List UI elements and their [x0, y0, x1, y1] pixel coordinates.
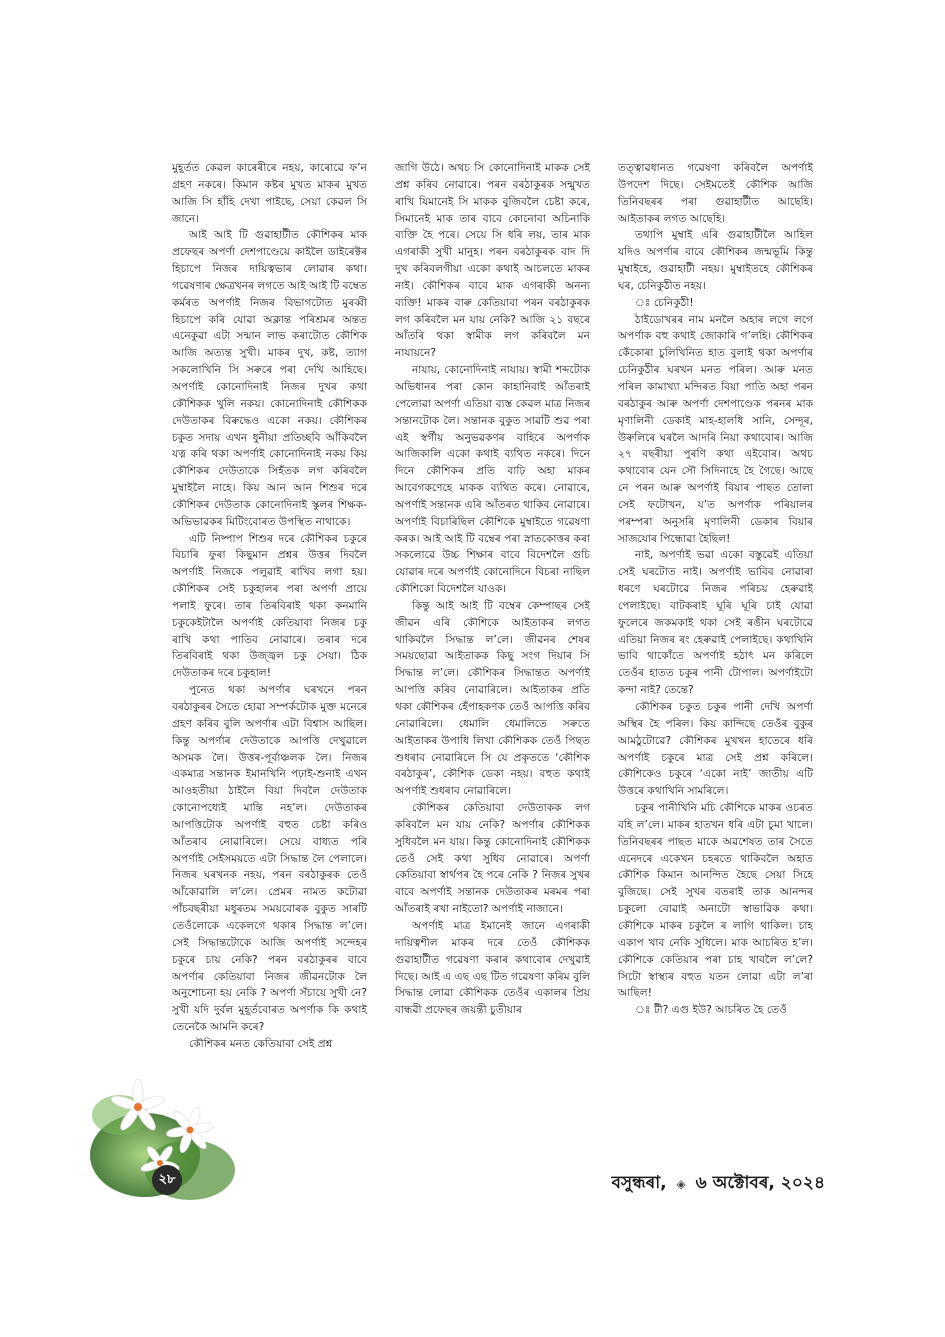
text-column-2: [395, 160, 590, 1170]
paragraph: তথাপি মুম্বাই এৰি গুৱাহাটীলৈ আহিল যদিও অপৰ্ণাৰ বাবে কৌশিকৰ জন্মভূমি কিন্তু মুম্বাইহে, গুৱাহাটী নহয়। মুম্বাইতহে কৌশিকৰ ঘৰ, চেনিকুঠীত নহয়।: [618, 229, 813, 292]
paragraph: ঃ চেনিকুঠী!: [634, 296, 694, 309]
paragraph: কৌশিকৰ মনত কেতিয়াবা সেই প্ৰশ্ন: [188, 1037, 333, 1050]
paragraph: মুহূৰ্তত কেৱল কাৰেৰীৰে নহয়, কাৰোৱে ফ’ন গ্ৰহণ নকৰে। কিমান কষ্টৰ মুখত মাকৰ মুখত আজি সি হাঁহি দেখা পাইছে, সেয়া কেৱল সি জানে।: [172, 162, 367, 225]
paragraph: কৌশিকৰ কেতিয়াবা দেউতাকক লগ কৰিবলৈ মন যায় নেকি? অপৰ্ণাৰ কৌশিকক সুধিবলৈ মন যায়। কিন্তু কোনোদিনাই কৌশিকক তেওঁ সেই কথা সুধিব নোৱাৰে। অপৰ্ণা কেতিয়াবা স্বাৰ্থপৰ হৈ পৰে নেকি ? নিজৰ সুখৰ বাবে অপৰ্ণাই সন্তানক দেউতাকৰ মৰমৰ পৰা আঁতৰাই ৰখা নাইতো? অপৰ্ণাই নাজানে।: [395, 802, 590, 916]
page-number: ২৮: [152, 1165, 182, 1195]
paragraph: কিন্তু আই আই টি বম্বেৰ কেম্পাছৰ সেই জীৱন এৰি কৌশিকে আইতাকৰ লগত থাকিবলৈ সিদ্ধান্ত ল’লে। জীৱনৰ শেষৰ সময়ছোৱা আইতাকক কিছু সংগ দিয়াৰ সি সিদ্ধান্ত ল’লে। কৌশিকৰ সিদ্ধান্তত অপৰ্ণাই আপত্তি কৰিব নোৱাৰিলে। আইতাকৰ প্ৰতি থকা কৌশিকৰ হেঁপাহকণক তেওঁ আপত্তি কৰিব নোৱাৰিলে। ধেমালি ধেমালিতে সৰুতে আইতাকৰ উপাধি লিখা কৌশিকক তেওঁ পিছত শুধৰাব নোৱাৰিলে সি যে প্ৰকৃততে ‘কৌশিক বৰঠাকুৰ’, কৌশিক ডেকা নহয়। বহুত কথাই অপৰ্ণাই শুধৰাব নোৱাৰিলে।: [395, 599, 590, 798]
paragraph: ঠাইডোখৰৰ নাম মনলৈ অহাৰ লগে লগে অপৰ্ণাক বহু কথাই জোকাৰি গ’লহি। কৌশিকৰ কেঁকোৰা চুলিখিনিত হাত বুলাই থকা অপৰ্ণাৰ চেনিকুঠীৰ ঘৰখন মনত পৰিল। আৰু মনত পৰিল কামাখ্যা মন্দিৰত বিয়া পাতি অহা পৰন বৰঠাকুৰ আৰু অপৰ্ণা দেশপাণ্ডেক পৰনৰ মাক মৃণালিনী ডেকাই মাহ-হালধি সানি, সেন্দূৰ, উৰুলিৰে ঘৰলৈ আদৰি নিয়া কথাবোৰ। আজি ২৭ বছৰীয়া পুৰণি কথা এইবোৰ। অথচ কথাবোৰ যেন সৌ সিদিনাহে হৈ গৈছে। আছে নে পৰন আৰু অপৰ্ণাই বিয়াৰ পাছত তোলা সেই ফটোখন, য’ত অপৰ্ণাক পৰিয়ালৰ পৰম্পৰা অনুসৰি মৃণালিনী ডেকাৰ বিয়াৰ সাজযোৰ পিন্ধোৱা হৈছিল!: [618, 313, 813, 545]
footer: [611, 1170, 825, 1198]
paragraph: নাই, অপৰ্ণাই ভৱা একো বস্তুৱেই এতিয়া সেই ঘৰটোত নাই। অপৰ্ণাই ভাবিব নোৱাৰা ধৰণে ঘৰটোৱে নিজৰ পৰিচয় হেৰুৱাই পেলাইছে। বাটকৰাই ঘূৰি ঘূৰি চাই যোৱা ফুলেৰে জকমকাই থকা সেই ৰঙীন ঘৰটোৱে এতিয়া নিজৰ ৰং হেৰুৱাই পেলাইছে। কথাখিনি ভাবি থাকোঁতে অপৰ্ণাই হঠাৎ মন কৰিলে তেওঁৰ হাতত চকুৰ পানী টোপাল। অপৰ্ণাইটো কন্দা নাই? তেন্তে?: [618, 549, 813, 697]
diamond-icon: ◈: [676, 1177, 686, 1191]
paragraph: তত্ত্বাৱধানত গৱেষণা কৰিবলৈ অপৰ্ণাই উপদেশ দিছে। সেইমতেই কৌশিক আজি তিনিবছৰৰ পৰা গুৱাহাটীত আছেহি। আইতাকৰ লগত আছেহি।: [618, 162, 813, 225]
paragraph: আই আই টি গুৱাহাটীত কৌশিকৰ মাক প্ৰফেছৰ অপৰ্ণা দেশপাণ্ডেয়ে কাইলৈ ডাইৰেক্টৰ হিচাপে নিজৰ দায়িত্বভাৰ লোৱাৰ কথা। গৱেষণাৰ ক্ষেত্ৰখনৰ লগতে আই আই টি বম্বেত কৰ্মৰত অপৰ্ণাই নিজৰ বিভাগটোত মুৰব্বী হিচাপে কৰি যোৱা অক্লান্ত পৰিশ্ৰমৰ অন্তত এনেকুৱা এটা সন্মান লাভ কৰাটোত কৌশিক আজি অত্যন্ত সুখী। মাকৰ দুখ, কষ্ট, ত্যাগ সকলোখিনি সি সৰুৰে পৰা দেখি আহিছে। অপৰ্ণাই কোনোদিনাই নিজৰ দুখৰ কথা কৌশিকক খুলি নকয়। কোনোদিনাই কৌশিকক দেউতাকৰ বিৰুদ্ধেও একো নকয়। কৌশিকৰ চকুত সদায় এখন ধুনীয়া প্ৰতিচ্ছবি আঁকিবলৈ যত্ন কৰি থকা অপৰ্ণাই কোনোদিনাই নকয় কিয় কৌশিকৰ দেউতাকে সিহঁতক লগ কৰিবলৈ মুম্বাইলৈ নাহে। কিয় আন আন শিশুৰ দৰে কৌশিকৰ দেউতাক কোনোদিনাই স্কুলৰ শিক্ষক-অভিভাৱকৰ মিটিংবোৰত উপস্থিত নাথাকে।: [172, 229, 367, 528]
paragraph: জাগি উঠে। অথচ সি কোনোদিনাই মাকক সেই প্ৰশ্ন কৰিব নোৱাৰে। পৰন বৰঠাকুৰক সন্মুখত ৰাখি যিমানেই সি মাকক বুজিবলৈ চেষ্টা কৰে, সিমানেই মাক তাৰ বাবে কোনোবা অচিনাকি ব্যক্তি হৈ পৰে। সেয়ে সি ধৰি লয়, তাৰ মাক এগৰাকী সুখী মানুহ। পৰন বৰঠাকুৰক বাদ দি দুখ কৰিবলগীয়া একো কথাই আচলতে মাকৰ নাই। কৌশিকৰ বাবে মাক এগৰাকী অনন্য ব্যক্তি! মাকৰ বাৰু কেতিয়াবা পৰন বৰঠাকুৰক লগ কৰিবলৈ মন যায় নেকি? আজি ২১ বছৰে আঁতৰি থকা স্বামীক লগ কৰিবলৈ মন নাযায়নে?: [395, 162, 590, 360]
issue-date: ৬ অক্টোবৰ, ২০২৪: [695, 1173, 825, 1193]
paragraph: নাযায়, কোনোদিনাই নাযায়। স্বামী শব্দটোক অভিধানৰ পৰা কোন কাহানিবাই আঁতৰাই পেলোৱা অপৰ্ণা এতিয়া ব্যস্ত কেৱল মাত্ৰ নিজৰ সন্তানটোক লৈ। সন্তানক বুকুত সাৱটি শুৱ পৰা এই স্বৰ্গীয় অনুভৱকণৰ বাহিৰে অপৰ্ণাক আজিকালি একো কথাই ব্যথিত নকৰে। দিনে দিনে কৌশিকৰ প্ৰতি বাঢ়ি অহা মাকৰ আবেগকণেহে মাকক ব্যথিত কৰে। নোৱাৰে, অপৰ্ণাই সন্তানক এৰি আঁতৰত থাকিব নোৱাৰে। অপৰ্ণাই বিচাৰিছিল কৌশিকে মুম্বাইতে গৱেষণা কৰক। আই আই টি বম্বেৰ পৰা স্নাতকোত্তৰ কৰা সকলোৱে উচ্চ শিক্ষাৰ বাবে বিদেশলৈ গুচি যোৱাৰ দৰে অপৰ্ণাই কোনোদিনে বিচৰা নাছিল কৌশিকো বিদেশলৈ যাওক।: [395, 364, 590, 596]
text-column-3: [618, 160, 813, 1170]
text-column-1: [172, 160, 367, 1170]
paragraph: ঃ টী? এগু ইউ? আচৰিত হৈ তেওঁ: [634, 1004, 787, 1017]
paragraph: এটি নিষ্পাপ শিশুৰ দৰে কৌশিকৰ চকুৰে বিচাৰি ফুৰা কিছুমান প্ৰশ্নৰ উত্তৰ দিবলৈ অপৰ্ণাই নিজকে পলুৱাই ৰাখিব লগা হয়। কৌশিকৰ সেই চকুহালৰ পৰা অপৰ্ণা প্ৰায়ে পলাই ফুৰে। তাৰ তিৰবিৰাই থকা কনমানি চকুকেইটালৈ অপৰ্ণাই কেতিয়াবা নিজৰ চকু ৰাখি কথা পাতিব নোৱাৰে। তৰাৰ দৰে তিৰবিৰাই থকা উজ্জ্বল চকু সেয়া। ঠিক দেউতাকৰ দৰে চকুহাল!: [172, 532, 367, 680]
paragraph: কৌশিকৰ চকুত চকুৰ পানী দেখি অপৰ্ণা অস্থিৰ হৈ পৰিল। কিয় কান্দিছে তেওঁৰ বুকুৰ আমঠুটোৱে? কৌশিকৰ মুখখন হাতেৰে ধৰি অপৰ্ণাই চকুৰে মাত্ৰ সেই প্ৰশ্ন কৰিলে। কৌশিকেও চকুৰে ‘একো নাই’ জাতীয় এটি উত্তৰে কথাখিনি সামৰিলে।: [618, 701, 813, 798]
paragraph: চকুৰ পানীখিনি মচি কৌশিকে মাকৰ ওচৰত বহি ল’লে। মাকৰ হাতখন ধৰি এটা চুমা খালে। তিনিবছৰৰ পাছত মাকে অৱশেষত তাৰ সৈতে এনেদৰে একেখন চহৰতে থাকিবলৈ অহাত কৌশিক কিমান আনন্দিত হৈছে সেয়া সিহে বুজিছে। সেই সুখৰ বতৰাই তাক আনন্দৰ চকুলো বোৱাই অনাটো স্বাভাৱিক কথা। কৌশিকে মাকৰ চকুলৈ ৰ লাগি থাকিল। চাহ একাপ খাব নেকি সুধিলে। মাক আচৰিত হ’ল। কৌশিকে কেতিয়াৰ পৰা চাহ খাবলৈ ল’লে? সিটো স্বাস্থ্যৰ বহুত যতন লোৱা এটা ল’ৰা আছিল!: [618, 802, 813, 1000]
magazine-name: বসুন্ধৰা,: [611, 1173, 667, 1193]
paragraph: অপৰ্ণাই মাত্ৰ ইমানেই জানে এগৰাকী দায়িত্বশীল মাকৰ দৰে তেওঁ কৌশিকক গুৱাহাটীত গৱেষণা কৰাৰ কথাবোৰ দেখুৱাই দিছে। আই এ এছ এছ টিত গৱেষণা কৰিম বুলি সিদ্ধান্ত লোৱা কৌশিকক তেওঁৰ একালৰ প্ৰিয় বান্ধৱী প্ৰফেছৰ জয়ন্তী চুতীয়াৰ: [395, 919, 590, 1017]
paragraph: পুনেত থকা অপৰ্ণাৰ ঘৰখনে পৰন বৰঠাকুৰৰ সৈতে হোৱা সম্পৰ্কটোক মুক্ত মনেৰে গ্ৰহণ কৰিব বুলি অপৰ্ণাৰ এটা বিশ্বাস আছিল। কিন্তু অপৰ্ণাৰ দেউতাকে আপত্তি দেখুৱালে অসমক লৈ। উত্তৰ-পূৰ্বাঞ্চলক লৈ। নিজৰ একমাত্ৰ সন্তানক ইমানখিনি পঢ়াই-শুনাই এখন আওহতীয়া ঠাইলৈ বিয়া দিবলৈ দেউতাক কোনোপধ্যেই মান্তি নহ’ল। দেউতাকৰ আপত্তিটোক অপৰ্ণাই বহুত চেষ্টা কৰিও আঁতৰাব নোৱাৰিলে। সেয়ে বাধ্যত পৰি অপৰ্ণাই সেইসময়তে এটা সিদ্ধান্ত লৈ পেলালে। নিজৰ ঘৰখনক নহয়, পৰন বৰঠাকুৰক তেওঁ আঁকোৱালি ল’লে। প্ৰেমৰ নামত কটোৱা পাঁচবছৰীয়া মধুৰতম সময়বোৰক বুকুত সাৰটি তেওঁলোকে একেলগে থকাৰ সিদ্ধান্ত ল’লে। সেই সিদ্ধান্তটোকে আজি অপৰ্ণাই সন্দেহৰ চকুৰে চায় নেকি? পৰন বৰঠাকুৰৰ বাবে অপৰ্ণাৰ কেতিয়াবা নিজৰ জীৱনটোক লৈ অনুশোচনা হয় নেকি ? অপৰ্ণা সঁচায়ে সুখী নে? সুখী যদি দুৰ্বল মুহূৰ্তবোৰত অপৰ্ণাক কি কথাই তেনেকৈ আমনি কৰে?: [172, 684, 367, 1034]
